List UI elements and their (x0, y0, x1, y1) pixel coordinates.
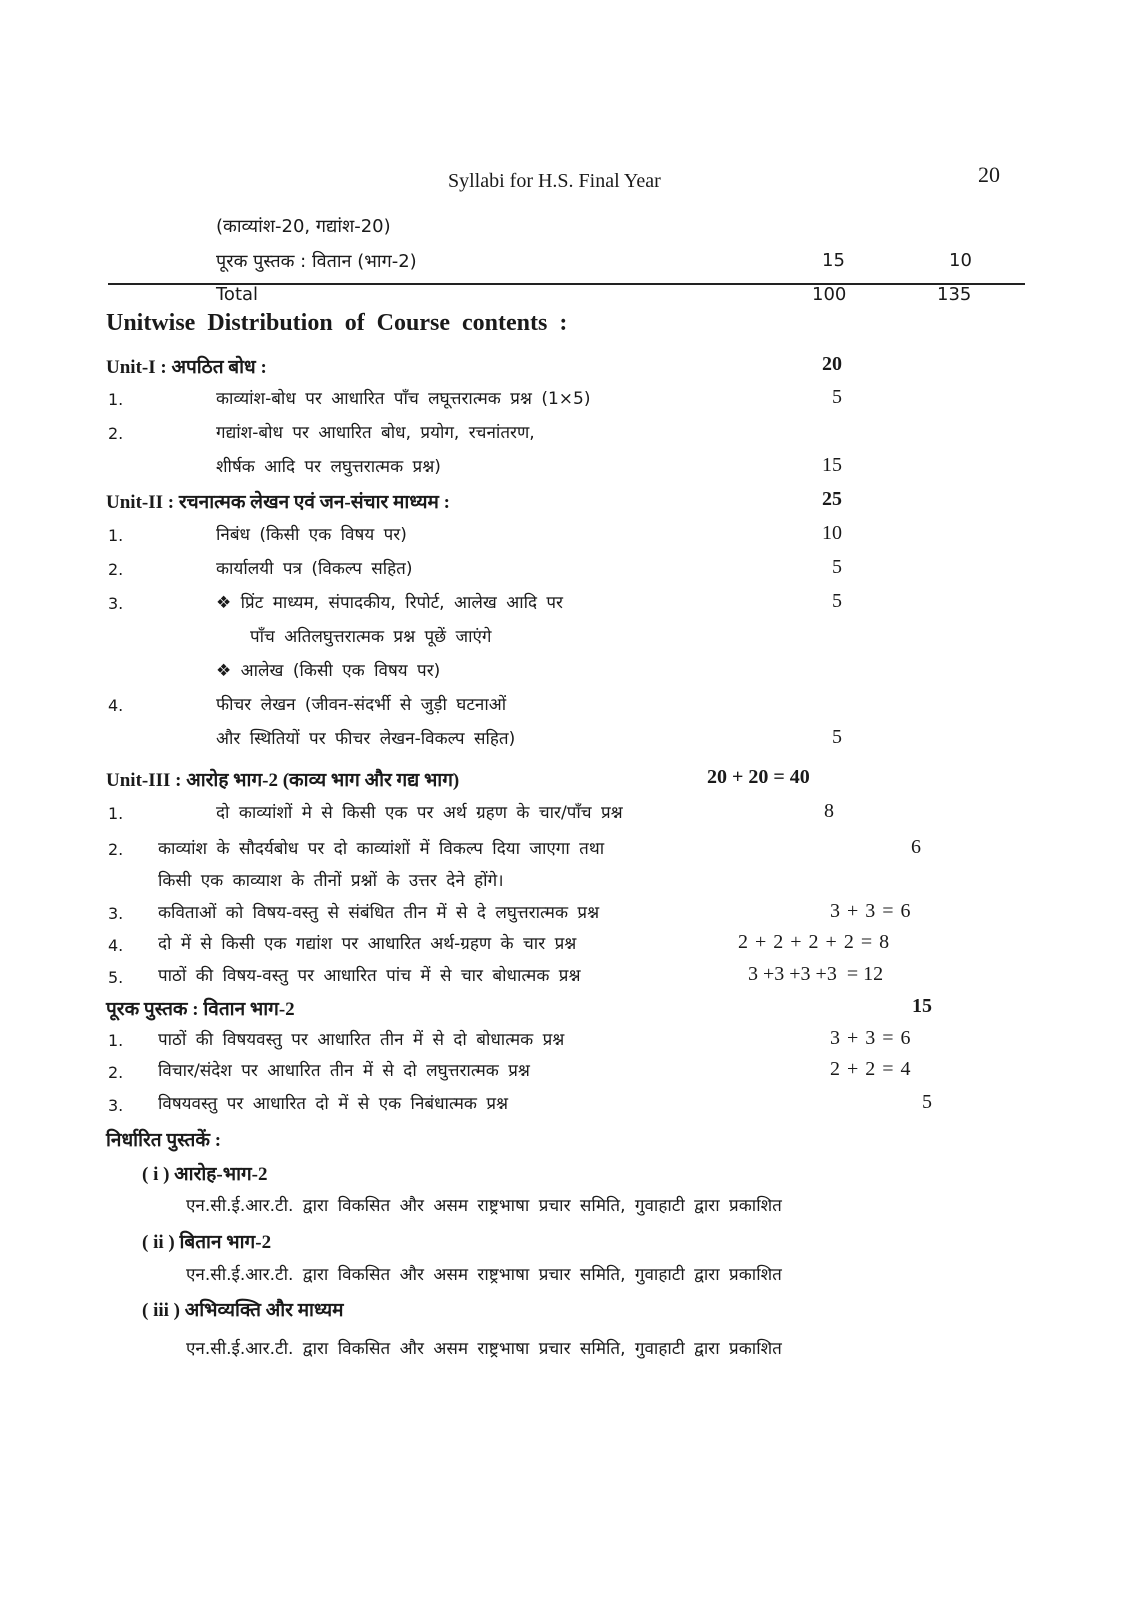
supp-item-marks: 5 (922, 1091, 932, 1113)
unit3-item-text: पाठों की विषय-वस्तु पर आधारित पांच में से चार बोधात्मक प्रश्न (158, 966, 581, 986)
supp-item-num: 3. (108, 1096, 124, 1115)
supplementary-periods: 10 (949, 250, 972, 271)
supplementary-marks: 15 (822, 250, 845, 271)
unit3-item-text: दो काव्यांशों मे से किसी एक पर अर्थ ग्रहण के चार/पाँच प्रश्न (216, 803, 623, 823)
book-publisher: एन.सी.ई.आर.टी. द्वारा विकसित और असम राष्ट्रभाषा प्रचार समिति, गुवाहाटी द्वारा प्रकाशित (186, 1265, 782, 1285)
section-heading: Unitwise Distribution of Course contents : (106, 310, 568, 336)
unit2-item-num: 2. (108, 560, 124, 579)
unit2-item-text: निबंध (किसी एक विषय पर) (216, 525, 407, 545)
unit2-item-text: फीचर लेखन (जीवन-संदर्भी से जुड़ी घटनाओं (216, 695, 507, 715)
unit2-item-num: 4. (108, 696, 124, 715)
unit3-item-text-line2: किसी एक काव्याश के तीनों प्रश्नों के उत्तर देने होंगे। (158, 871, 504, 891)
unit2-item-text-line2: पाँच अतिलघुत्तरात्मक प्रश्न पूछें जाएंगे (250, 627, 492, 647)
section-note: (काव्यांश-20, गद्यांश-20) (216, 216, 391, 237)
book-label: ( i ) आरोह-भाग-2 (142, 1164, 268, 1185)
unit3-item-marks: 3 +3 +3 +3 = 12 (748, 963, 884, 985)
unit1-marks: 20 (822, 353, 842, 375)
unit1-item-text-line2: शीर्षक आदि पर लघुत्तरात्मक प्रश्न) (216, 457, 441, 477)
unit1-item-marks: 5 (832, 386, 842, 408)
unit3-item-num: 5. (108, 968, 124, 987)
supp-item-marks: 2 + 2 = 4 (830, 1058, 911, 1080)
unit2-item-marks: 5 (832, 556, 842, 578)
unit3-item-num: 4. (108, 936, 124, 955)
supp-item-num: 2. (108, 1063, 124, 1082)
unit3-item-text: काव्यांश के सौदर्यबोध पर दो काव्यांशों में विकल्प दिया जाएगा तथा (158, 839, 605, 859)
unit2-item-marks: 5 (832, 726, 842, 748)
unit3-item-text: कविताओं को विषय-वस्तु से संबंधित तीन में से दे लघुत्तरात्मक प्रश्न (158, 903, 600, 923)
total-marks: 100 (812, 284, 847, 305)
unit2-item-text-line3: ❖ आलेख (किसी एक विषय पर) (216, 661, 441, 681)
unit2-item-text-line2: और स्थितियों पर फीचर लेखन-विकल्प सहित) (216, 729, 516, 749)
unit2-marks: 25 (822, 488, 842, 510)
unit1-item-num: 2. (108, 424, 124, 443)
supp-item-marks: 3 + 3 = 6 (830, 1027, 911, 1049)
unit1-item-marks: 15 (822, 454, 842, 476)
prescribed-title: निर्धारित पुस्तकें : (106, 1130, 222, 1151)
book-publisher: एन.सी.ई.आर.टी. द्वारा विकसित और असम राष्ट्रभाषा प्रचार समिति, गुवाहाटी द्वारा प्रकाशित (186, 1339, 782, 1359)
unit3-item-marks: 8 (824, 800, 834, 822)
unit3-item-text: दो में से किसी एक गद्यांश पर आधारित अर्थ-ग्रहण के चार प्रश्न (158, 934, 577, 954)
unit2-item-text: ❖ प्रिंट माध्यम, संपादकीय, रिपोर्ट, आलेख आदि पर (216, 593, 564, 613)
unit3-item-marks: 6 (911, 836, 921, 858)
total-label: Total (216, 284, 259, 305)
supp-item-num: 1. (108, 1031, 124, 1050)
supplementary-book-title: पूरक पुस्तक : वितान भाग-2 (106, 999, 295, 1020)
unit3-item-marks: 2 + 2 + 2 + 2 = 8 (738, 931, 890, 953)
unit3-item-marks: 3 + 3 = 6 (830, 900, 911, 922)
page-header-title: Syllabi for H.S. Final Year (448, 170, 661, 192)
supp-item-text: पाठों की विषयवस्तु पर आधारित तीन में से दो बोधात्मक प्रश्न (158, 1030, 565, 1050)
unit1-item-text: काव्यांश-बोध पर आधारित पाँच लघूत्तरात्मक प्रश्न (1×5) (216, 389, 591, 409)
unit2-item-marks: 5 (832, 590, 842, 612)
supplementary-book-marks: 15 (912, 995, 932, 1017)
unit1-item-text: गद्यांश-बोध पर आधारित बोध, प्रयोग, रचनांतरण, (216, 423, 535, 443)
unit3-item-num: 2. (108, 840, 124, 859)
book-publisher: एन.सी.ई.आर.टी. द्वारा विकसित और असम राष्ट्रभाषा प्रचार समिति, गुवाहाटी द्वारा प्रकाशित (186, 1196, 782, 1216)
unit2-item-num: 1. (108, 526, 124, 545)
unit2-item-marks: 10 (822, 522, 842, 544)
supplementary-label: पूरक पुस्तक : वितान (भाग-2) (216, 251, 417, 272)
supp-item-text: विषयवस्तु पर आधारित दो में से एक निबंधात्मक प्रश्न (158, 1094, 509, 1114)
book-label: ( ii ) बितान भाग-2 (142, 1232, 272, 1253)
book-label: ( iii ) अभिव्यक्ति और माध्यम (142, 1300, 344, 1321)
unit2-title: Unit-II : रचनात्मक लेखन एवं जन-संचार माध्यम : (106, 492, 450, 513)
unit3-title: Unit-III : आरोह भाग-2 (काव्य भाग और गद्य भाग) (106, 770, 460, 791)
unit3-item-num: 3. (108, 904, 124, 923)
page-number: 20 (978, 162, 1000, 187)
supp-item-text: विचार/संदेश पर आधारित तीन में से दो लघुत्तरात्मक प्रश्न (158, 1061, 530, 1081)
total-periods: 135 (937, 284, 972, 305)
unit2-item-text: कार्यालयी पत्र (विकल्प सहित) (216, 559, 413, 579)
unit3-marks: 20 + 20 = 40 (707, 766, 810, 788)
unit1-title: Unit-I : अपठित बोध : (106, 357, 267, 378)
unit2-item-num: 3. (108, 594, 124, 613)
unit1-item-num: 1. (108, 390, 124, 409)
unit3-item-num: 1. (108, 804, 124, 823)
